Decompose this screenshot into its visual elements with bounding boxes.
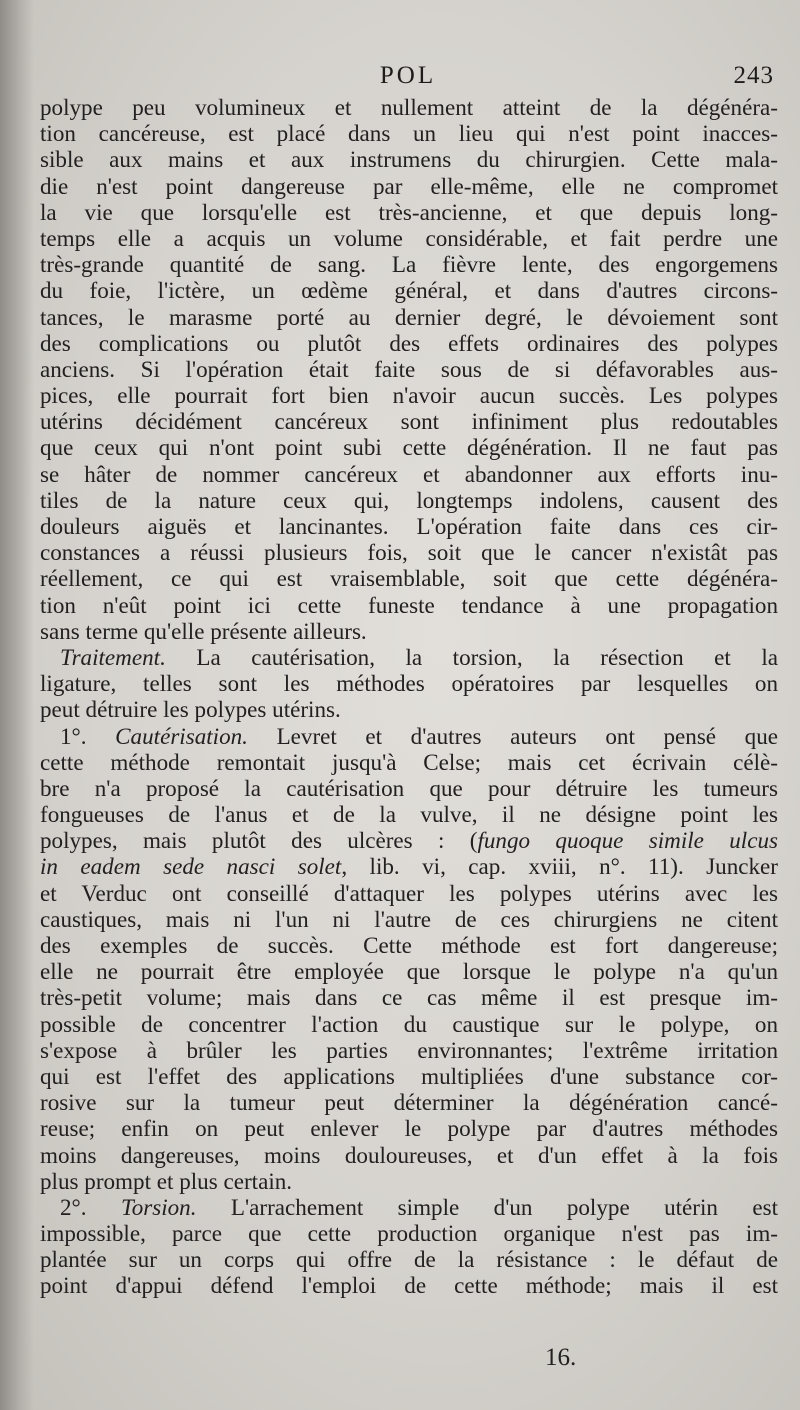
text-line: tances, le marasme porté au dernier degré, le dévoiement sont — [40, 303, 778, 330]
text-line: qui est l'effet des applications multipliées d'une substance cor- — [40, 1062, 778, 1089]
text-line: très-grande quantité de sang. La fièvre lente, des engorgemens — [40, 251, 778, 278]
page-header — [40, 58, 776, 94]
page-gutter-shadow — [0, 0, 34, 1410]
running-head: POL — [379, 62, 437, 89]
text-line: die n'est point dangereuse par elle-même, elle ne compromet — [40, 172, 778, 199]
traitement-heading: Traitement. — [60, 643, 166, 670]
body-text — [40, 94, 778, 1299]
text-line: des exemples de succès. Cette méthode est fort dangereuse; — [40, 932, 778, 958]
citation-quote: in eadem sede nasci solet — [40, 853, 342, 880]
text-line: plantée sur un corps qui offre de la résistance : le défaut de — [40, 1246, 778, 1273]
text-line: utérins décidément cancéreux sont infiniment plus redoutables — [40, 408, 778, 435]
text-line: polype peu volumineux et nullement atteint de la dégénéra- — [40, 94, 778, 120]
traitement-text: La cautérisation, la torsion, la résection et la — [196, 643, 778, 670]
text-line: très-petit volume; mais dans ce cas même il est presque im- — [40, 984, 778, 1011]
text-line: peut détruire les polypes utérins. — [40, 696, 341, 723]
cauterisation-heading: Cautérisation. — [115, 722, 248, 749]
cauterisation-first-line — [40, 723, 778, 749]
text-line: constances a réussi plusieurs fois, soit que le cancer n'existât pas — [40, 539, 778, 566]
page-number: 243 — [733, 62, 774, 89]
torsion-text: L'arrachement simple d'un polype utérin est — [230, 1193, 779, 1220]
text-line: reuse; enfin on peut enlever le polype par d'autres méthodes — [40, 1115, 778, 1142]
text-line: anciens. Si l'opération était faite sous de si défavorables aus- — [40, 355, 778, 382]
text-line: sans terme qu'elle présente ailleurs. — [40, 617, 367, 644]
text-line: se hâter de nommer cancéreux et abandonner aux efforts inu- — [40, 460, 778, 487]
torsion-first-line — [40, 1194, 778, 1220]
traitement-first-line — [40, 644, 778, 670]
text-line: du foie, l'ictère, un œdème général, et dans d'autres circons- — [40, 277, 778, 304]
text-line: sible aux mains et aux instrumens du chirurgien. Cette mala- — [40, 146, 778, 173]
text-line: pices, elle pourrait fort bien n'avoir aucun succès. Les polypes — [40, 382, 778, 409]
text-line: cette méthode remontait jusqu'à Celse; mais cet écrivain célè- — [40, 748, 778, 775]
section-number: 1°. — [60, 722, 87, 749]
text-line: possible de concentrer l'action du caustique sur le polype, on — [40, 1010, 778, 1037]
text-line: la vie que lorsqu'elle est très-ancienne, et que depuis long- — [40, 198, 778, 225]
text-line: rosive sur la tumeur peut déterminer la dégénération cancé- — [40, 1089, 778, 1116]
text-line: tion cancéreuse, est placé dans un lieu qui n'est point inacces- — [40, 120, 778, 147]
torsion-heading: Torsion. — [120, 1193, 197, 1220]
citation-line — [40, 827, 778, 853]
text-line: et Verduc ont conseillé d'attaquer les polypes utérins avec les — [40, 879, 778, 906]
text-line: ligature, telles sont les méthodes opératoires par lesquelles on — [40, 670, 778, 697]
text-line: bre n'a proposé la cautérisation que pour détruire les tumeurs — [40, 774, 778, 801]
text-line: elle ne pourrait être employée que lorsque le polype n'a qu'un — [40, 958, 778, 985]
text-line: douleurs aiguës et lancinantes. L'opération faite dans ces cir- — [40, 513, 778, 539]
text-line: fongueuses de l'anus et de la vulve, il ne désigne point les — [40, 801, 778, 828]
citation-line — [40, 853, 778, 879]
text-line: tion n'eût point ici cette funeste tendance à une propagation — [40, 591, 778, 618]
citation-quote: fungo quoque simile ulcus — [477, 827, 778, 854]
text-line: plus prompt et plus certain. — [40, 1167, 293, 1194]
text-line: impossible, parce que cette production organique n'est pas im- — [40, 1220, 778, 1247]
citation-ref: , lib. vi, cap. xviii, n°. 11). Juncker — [341, 853, 778, 880]
section-number: 2°. — [60, 1193, 87, 1220]
text-line: que ceux qui n'ont point subi cette dégénération. Il ne faut pas — [40, 434, 778, 461]
text-line: caustiques, mais ni l'un ni l'autre de ces chirurgiens ne citent — [40, 905, 778, 932]
text-line: point d'appui défend l'emploi de cette méthode; mais il est — [40, 1272, 778, 1299]
text-line: s'expose à brûler les parties environnantes; l'extrême irritation — [40, 1036, 778, 1063]
text-line: réellement, ce qui est vraisemblable, soit que cette dégénéra- — [40, 565, 778, 592]
text-line: moins dangereuses, moins douloureuses, et d'un effet à la fois — [40, 1141, 778, 1168]
text-line: temps elle a acquis un volume considérable, et fait perdre une — [40, 224, 778, 251]
cauterisation-text: Levret et d'autres auteurs ont pensé que — [276, 722, 778, 749]
signature-mark: 16. — [545, 1344, 577, 1371]
citation-lead: polypes, mais plutôt des ulcères : ( — [40, 827, 478, 854]
text-line: des complications ou plutôt des effets ordinaires des polypes — [40, 329, 778, 356]
text-line: tiles de la nature ceux qui, longtemps indolens, causent des — [40, 486, 778, 513]
